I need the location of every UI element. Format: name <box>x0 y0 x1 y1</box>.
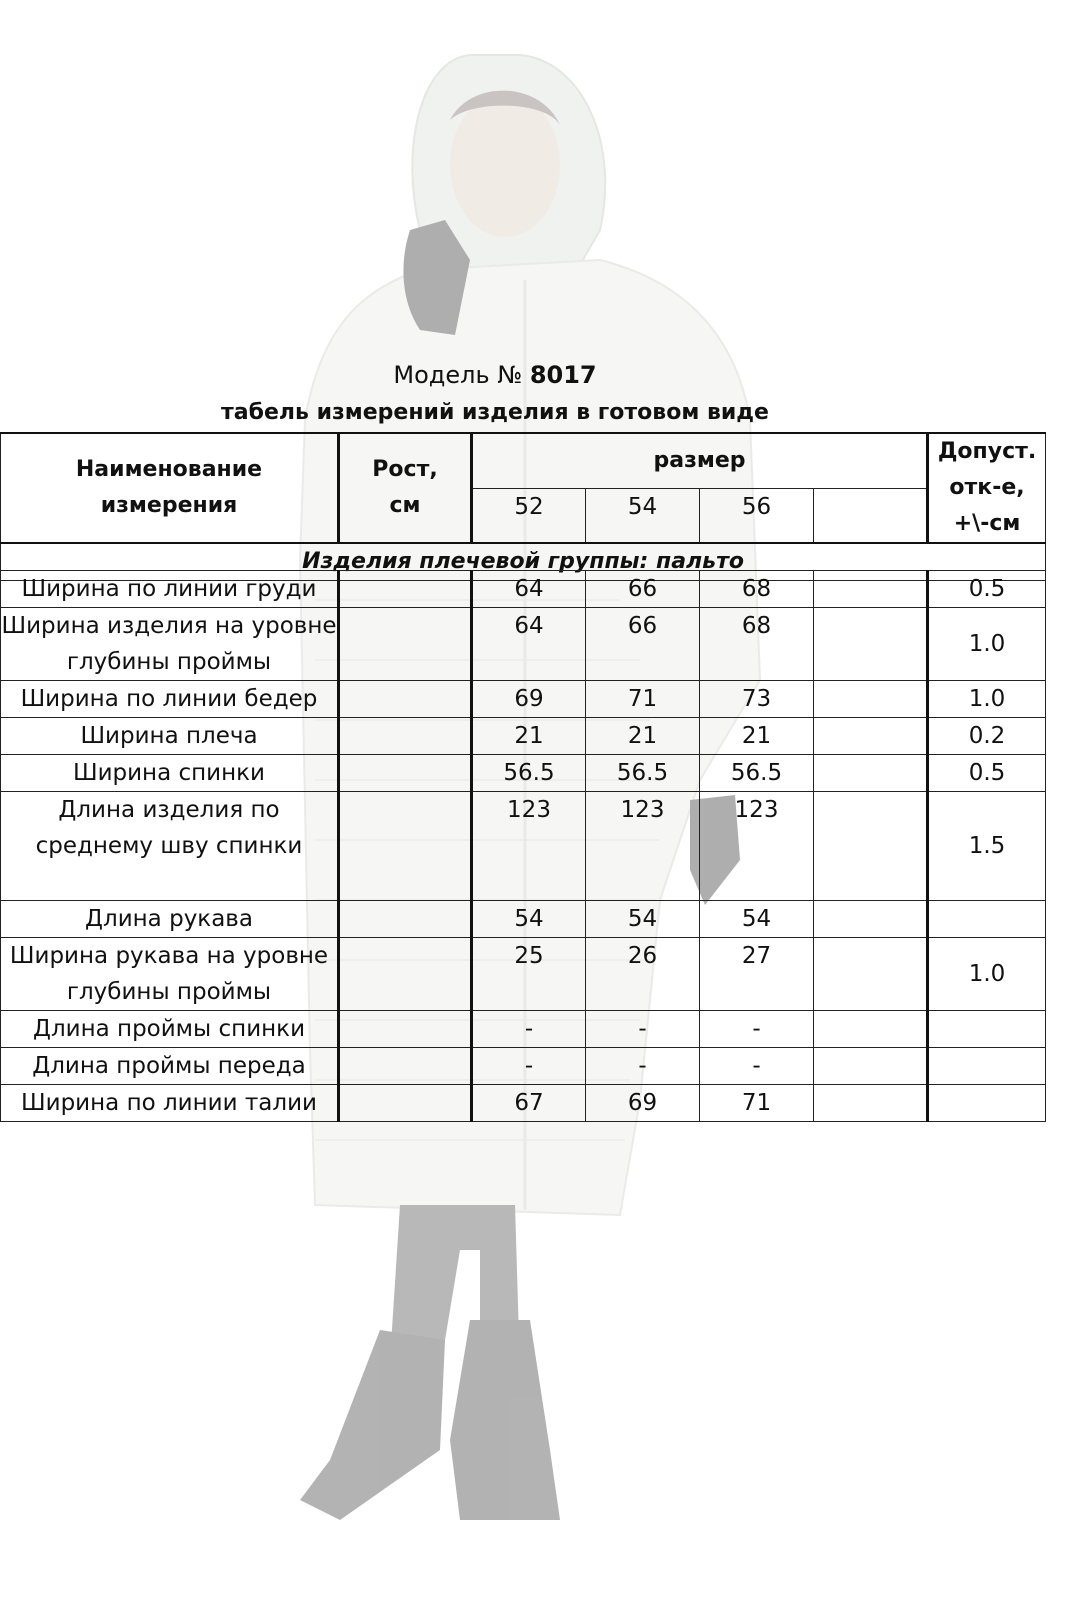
table-row <box>1 1085 1046 1122</box>
size-value <box>814 792 928 901</box>
size-value: 21 <box>472 718 586 755</box>
size-value: 66 <box>586 571 700 608</box>
table-row <box>1 718 1046 755</box>
col-header-name: Наименование измерения <box>1 433 339 543</box>
measure-name: Длина рукава <box>1 901 339 938</box>
col-header-tolerance: Допуст. отк-е, +\-см <box>928 433 1046 543</box>
size-value: - <box>472 1048 586 1085</box>
height-cell <box>339 792 472 901</box>
col-header-height: Рост, см <box>339 433 472 543</box>
size-header <box>814 488 928 543</box>
size-value <box>814 681 928 718</box>
model-number: 8017 <box>529 361 597 389</box>
size-value: - <box>586 1011 700 1048</box>
size-header: 52 <box>472 488 586 543</box>
size-value: 25 <box>472 938 586 1011</box>
tolerance-value <box>928 1048 1046 1085</box>
size-value: 123 <box>700 792 814 901</box>
size-value: 54 <box>586 901 700 938</box>
size-value <box>814 901 928 938</box>
measure-name: Ширина спинки <box>1 755 339 792</box>
tolerance-value: 0.5 <box>928 571 1046 608</box>
tolerance-value: 1.5 <box>928 792 1046 901</box>
table-row <box>1 755 1046 792</box>
table-subtitle: табель измерений изделия в готовом виде <box>221 400 769 425</box>
size-value <box>814 718 928 755</box>
table-row <box>1 938 1046 1011</box>
size-value: 56.5 <box>586 755 700 792</box>
size-value <box>814 1085 928 1122</box>
size-value: 21 <box>700 718 814 755</box>
measure-name: Длина изделия по среднему шву спинки <box>1 792 339 901</box>
height-cell <box>339 571 472 608</box>
size-value <box>814 1048 928 1085</box>
size-value: 68 <box>700 608 814 681</box>
table-row <box>1 681 1046 718</box>
size-value: 64 <box>472 608 586 681</box>
size-value: 73 <box>700 681 814 718</box>
measurement-rows <box>0 570 1046 1122</box>
table-row <box>1 792 1046 901</box>
height-cell <box>339 901 472 938</box>
table-row <box>1 1011 1046 1048</box>
tolerance-value: 1.0 <box>928 938 1046 1011</box>
size-value: 68 <box>700 571 814 608</box>
size-value: 56.5 <box>472 755 586 792</box>
model-label: Модель № <box>393 361 523 389</box>
size-value: 66 <box>586 608 700 681</box>
model-title <box>0 360 990 390</box>
tolerance-value <box>928 1085 1046 1122</box>
size-value <box>814 938 928 1011</box>
size-value: 64 <box>472 571 586 608</box>
height-cell <box>339 938 472 1011</box>
tolerance-value: 1.0 <box>928 681 1046 718</box>
size-value: 71 <box>586 681 700 718</box>
size-value: 56.5 <box>700 755 814 792</box>
size-value: 54 <box>472 901 586 938</box>
size-value: 123 <box>586 792 700 901</box>
measurement-table <box>0 432 1046 581</box>
size-header: 56 <box>700 488 814 543</box>
size-value: - <box>472 1011 586 1048</box>
col-header-size: размер <box>472 433 928 488</box>
table-row <box>1 608 1046 681</box>
tolerance-value <box>928 1011 1046 1048</box>
size-value: 67 <box>472 1085 586 1122</box>
measure-name: Ширина плеча <box>1 718 339 755</box>
size-value: 26 <box>586 938 700 1011</box>
size-value: - <box>700 1011 814 1048</box>
tolerance-value: 0.5 <box>928 755 1046 792</box>
height-cell <box>339 608 472 681</box>
size-value: 71 <box>700 1085 814 1122</box>
height-cell <box>339 681 472 718</box>
size-value: 27 <box>700 938 814 1011</box>
tolerance-value: 1.0 <box>928 608 1046 681</box>
size-value: 21 <box>586 718 700 755</box>
size-value: 69 <box>472 681 586 718</box>
height-cell <box>339 718 472 755</box>
size-value: 54 <box>700 901 814 938</box>
size-value <box>814 571 928 608</box>
size-value: - <box>700 1048 814 1085</box>
size-value <box>814 1011 928 1048</box>
measure-name: Длина проймы переда <box>1 1048 339 1085</box>
height-cell <box>339 1085 472 1122</box>
height-cell <box>339 1048 472 1085</box>
measure-name: Ширина рукава на уровне глубины проймы <box>1 938 339 1011</box>
tolerance-value <box>928 901 1046 938</box>
height-cell <box>339 755 472 792</box>
measure-name: Ширина по линии груди <box>1 571 339 608</box>
size-value: 69 <box>586 1085 700 1122</box>
size-value <box>814 755 928 792</box>
tolerance-value: 0.2 <box>928 718 1046 755</box>
height-cell <box>339 1011 472 1048</box>
size-value: - <box>586 1048 700 1085</box>
measure-name: Ширина по линии бедер <box>1 681 339 718</box>
size-value <box>814 608 928 681</box>
group-title: Изделия плечевой группы: пальто <box>1 543 1046 581</box>
table-row <box>1 901 1046 938</box>
table-row <box>1 571 1046 608</box>
size-header: 54 <box>586 488 700 543</box>
table-row <box>1 1048 1046 1085</box>
measure-name: Длина проймы спинки <box>1 1011 339 1048</box>
measure-name: Ширина изделия на уровне глубины проймы <box>1 608 339 681</box>
measure-name: Ширина по линии талии <box>1 1085 339 1122</box>
size-value: 123 <box>472 792 586 901</box>
